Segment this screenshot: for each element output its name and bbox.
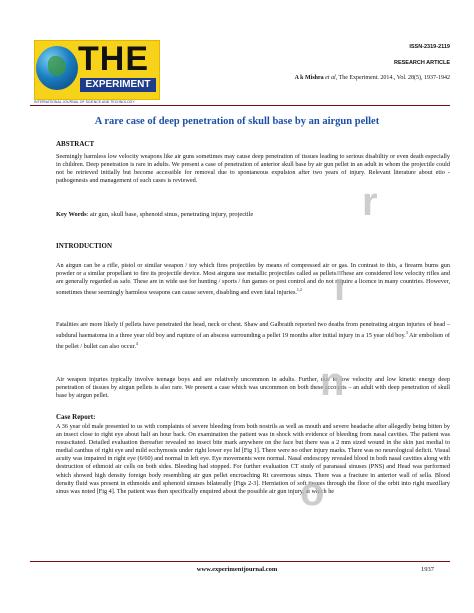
keywords-text: : air gun, skull base, sphenoid sinus, penetrating injury, projectile [86, 211, 254, 218]
watermark-letter: n [320, 360, 345, 404]
abstract-body: Seemingly harmless low velocity weapons like air guns sometimes may cause deep penetration of tissues leading to serious disability or even death especially in children. Deep penetration is rare in adults. We present a case of penetration of anterior skull base by air gun pellet in an adult in whom the projectile could not be retrieved initially but become accessible for removal due to spontaneous expulsion after two years of injury. Relevant literature about etio - pathogenesis and management of such cases is reviewed. [56, 153, 450, 185]
logo-tagline: INTERNATIONAL JOURNAL OF SCIENCE AND TECHNOLOGY [34, 100, 135, 104]
intro-paragraph-1 [56, 262, 450, 297]
journal-url: www.experimentjournal.com [196, 566, 278, 573]
et-al: et al [325, 75, 336, 81]
watermark-letter: i [334, 265, 346, 309]
keywords-label: Key Words [56, 211, 87, 218]
intro-p1-ref: 1,2 [296, 287, 302, 293]
author-name: A k Mishra [294, 75, 324, 81]
intro-p2b-ref: 4 [135, 341, 138, 347]
intro-paragraph-3: Air weapon injuries typically involve teenage boys and are relatively uncommon in adults. Further, due to low velocity and low kinetic energy deep penetration of tissues by airgun pellets is also rare. We present a case which was uncommon on both these accounts – an adult with deep penetration of skull base by airgun pellet. [56, 376, 450, 400]
intro-p2-ref: 3 [405, 330, 408, 336]
keywords [56, 211, 253, 218]
issn-number: ISSN-2319-2119 [409, 44, 450, 50]
logo-the-text: THE [78, 40, 149, 78]
introduction-heading: INTRODUCTION [56, 242, 113, 250]
watermark-letter: r [362, 180, 378, 224]
article-title: A rare case of deep penetration of skull base by an airgun pellet [94, 116, 380, 127]
footer-divider [30, 561, 450, 562]
watermark [300, 150, 440, 570]
case-report-body: A 36 year old male presented to us with complaints of severe bleeding from both nostrils as well as mouth and severe headache after allegedly being bitten by an insect close to right eye about half an hour back. On examination the patient was in shock with evidence of bleeding from nasal cavities. The patient was resuscitated. Detailed evaluation thereafter revealed no insect bite mark anywhere on the face but there was a 2 mm sized wound in the skin just medial to medial canthus of right eye and mild ecchymosis under right lower eye lid [Fig 1]. There were no other injury marks. There was no neurological deficit. Visual acuity was impaired in right eye (6/60) and normal in left eye. Eye movements were normal. Nasal endoscopy revealed blood in both nasal cavities along with destruction of ethmoid air cells on both sides. Bleeding had stopped. For further evaluation CT study of paranasal sinuses (PNS) and Head was performed which showed high density foreign body resembling air gun pellet encroaching Rt cavernous sinus. There was a fracture in anterior wall of sella. Blood density fluid was present in ethmoids and sphenoid sinuses bilaterally [Figs 2-3]. Herniation of soft tissues through the floor of the orbit into right maxillary sinus was noted [Fig 4]. The patient was then specifically enquired about the possible air gun injury, at which he [56, 423, 450, 495]
journal-citation: , The Experiment. 2014., Vol. 28(5), 1937-1942 [335, 75, 450, 81]
intro-paragraph-2 [56, 321, 450, 351]
intro-p1-text: An airgun can be a rifle, pistol or similar weapon / toy which fires projectiles by means of compressed air or gas. In contrast to this, a firearm burns gun powder or a similar propellant to fire its projectile device. Most airguns use metallic projectiles called as pellets. These are considered low velocity rifles and are generally regarded as safe. These are in wide use for hunting / sports / fun games or pest control and do not require a licence in many countries. However, sometimes these seemingly harmless weapons can cause severe, disabling and even fatal injuries. [56, 262, 450, 297]
article-type: RESEARCH ARTICLE [393, 60, 450, 66]
intro-p2-text: Fatalities are more likely if pellets have penetrated the head, neck or chest. Shaw and Galbraith reported two deaths from penetrating airgun injuries of head – subdural haematoma in a three year old boy and rupture of an abscess surrounding a pellet 19 months after initial injury in a 15 year old boy. [56, 321, 450, 340]
logo-experiment-text: EXPERIMENT [80, 78, 156, 92]
header-divider [30, 105, 450, 106]
case-report-heading: Case Report: [56, 413, 96, 421]
abstract-heading: ABSTRACT [56, 140, 95, 148]
intro-p2b-text: Air embolism of the pellet / bullet can also occur. [56, 332, 450, 351]
citation-line [295, 75, 450, 81]
globe-icon [36, 46, 78, 90]
watermark-letter: o [300, 470, 325, 514]
page-number: 1937 [421, 566, 434, 573]
